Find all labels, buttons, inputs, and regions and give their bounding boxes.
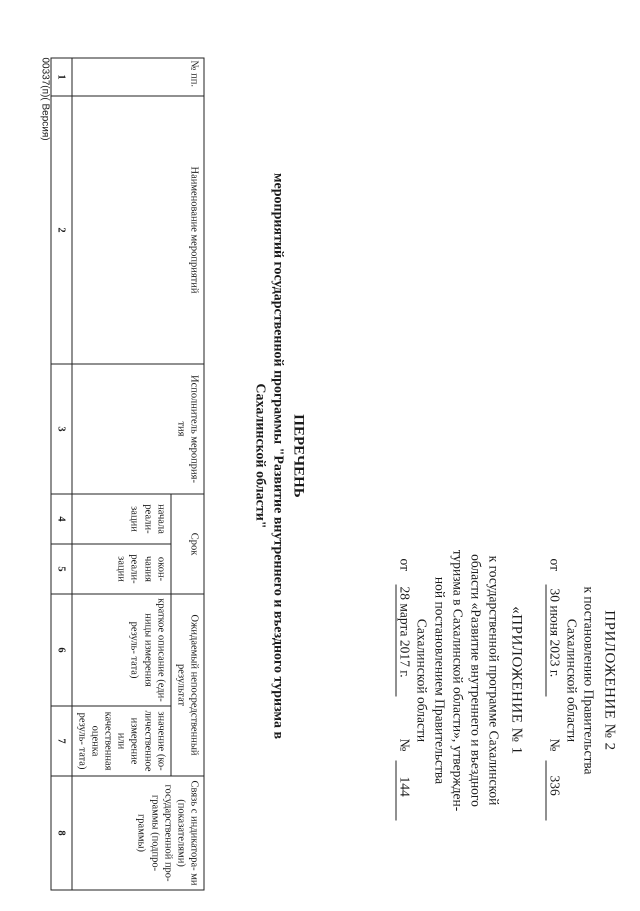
document-version-code: 00337(п)( Версия) [39,57,50,141]
appendix-1-line4: ной постановлением Правительства [432,576,447,784]
column-number-3: 3 [50,364,71,494]
header-indicator-link: Связь с индикатора- ми (показателями) государственной про- граммы (подпро- граммы) [71,776,203,890]
appendix-1-line2: области «Развитие внутреннего и въездного [468,553,483,807]
appendix-2-title: ПРИЛОЖЕНИЕ № 2 [601,609,617,751]
document-subtitle-line2: Сахалинской области" [252,382,267,529]
header-result-value: значение (ко- личественное измерение или качественная оценка резуль- тата) [71,706,170,776]
appendix-1-number: 144 [397,776,412,797]
appendix-2-line1: к постановлению Правительства [581,585,596,775]
column-number-5: 5 [50,544,71,594]
appendix-1-number-label: № [397,738,412,751]
document-title: ПЕРЕЧЕНЬ [290,413,306,498]
appendix-1-line1: к государственной программе Сахалинской [486,555,501,805]
appendix-2-line2: Сахалинской области [564,618,579,742]
header-expected-result: Ожидаемый непосредственный результат [170,594,203,776]
column-number-7: 7 [50,706,71,776]
header-term: Срок [170,494,203,594]
header-activity-name: Наименование мероприятий [71,96,203,364]
header-term-start: начала реали- зации [71,494,170,544]
header-result-description: краткое описание (еди- ницы измерения резуль- тата) [71,594,170,706]
appendix-1-title: «ПРИЛОЖЕНИЕ № 1 [508,605,524,755]
appendix-2-number-label: № [547,738,562,751]
appendix-1-line3: туризма в Сахалинской области», утвержден- [450,549,465,811]
table-column-numbers-row [50,58,71,890]
column-number-6: 6 [50,594,71,706]
column-number-2: 2 [50,96,71,364]
appendix-1-date-prefix: от [397,558,412,571]
column-number-4: 4 [50,494,71,544]
activities-table [50,57,204,890]
column-number-8: 8 [50,776,71,890]
header-executor: Исполнитель мероприя- тия [71,364,203,494]
header-number: № пп. [71,58,203,96]
appendix-1-date: 28 марта 2017 г. [397,586,412,678]
appendix-2-date-prefix: от [547,558,562,571]
table-header-row [170,58,203,890]
appendix-1-line5: Сахалинской области [414,618,429,742]
appendix-2-number: 336 [547,775,562,796]
appendix-2-date: 30 июня 2023 г. [547,588,562,677]
header-term-end: окон- чания реали- зации [71,544,170,594]
document-subtitle-line1: мероприятий государственной программы "Развитие внутреннего и въездного туризма в [270,172,285,739]
column-number-1: 1 [50,58,71,96]
